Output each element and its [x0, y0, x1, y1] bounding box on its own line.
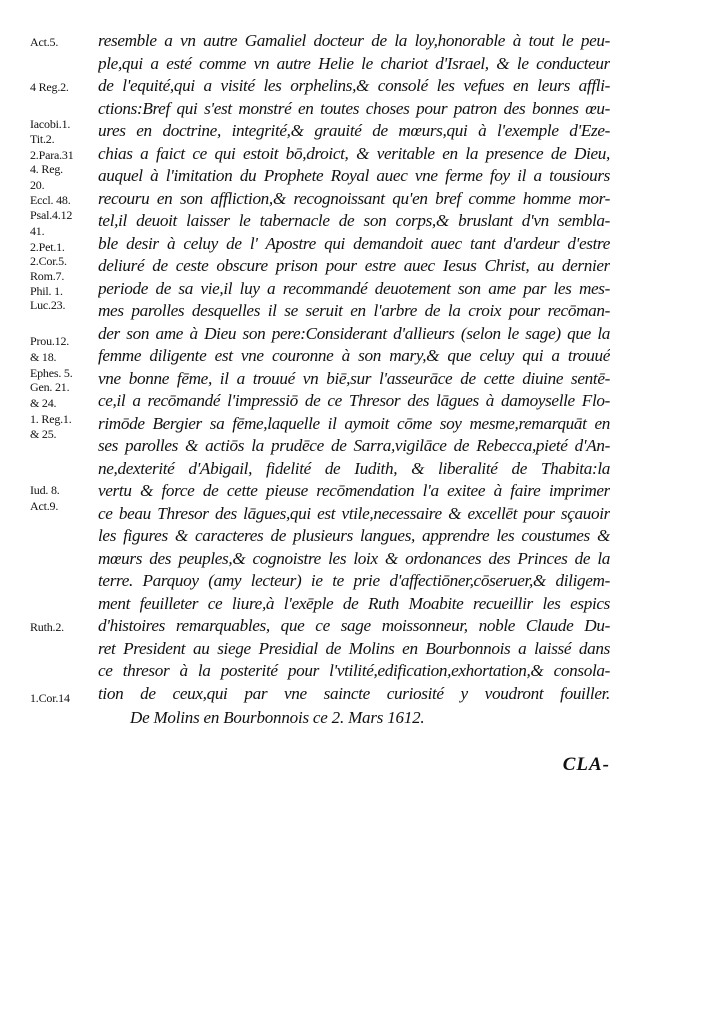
- text-line: der son ame à Dieu son pere:Considerant d'allieurs (selon le sage) que la: [98, 323, 610, 343]
- body-text: [98, 30, 610, 705]
- text-line: ment feuilleter ce liure,à l'exēple de Ruth Moabite recueillir les espics: [98, 593, 610, 613]
- text-line: ures en doctrine, integrité,& grauité de mœurs,qui à l'exemple d'Eze-: [98, 121, 610, 140]
- margin-note: 2.Para.31: [30, 147, 74, 162]
- margin-note: Act.9.: [30, 498, 59, 513]
- margin-note: Act.5.: [30, 35, 59, 49]
- text-line: vne bonne fēme, il a trouué vn biē,sur l'asseurāce de cette diuine sentē-: [98, 368, 610, 388]
- margin-note: 1. Reg.1.: [30, 411, 72, 426]
- text-line: periode de sa vie,il luy a recommandé deuotement son ame par les mes-: [98, 278, 610, 298]
- text-line: d'histoires remarquables, que ce sage moissonneur, noble Claude Du-: [98, 616, 610, 635]
- margin-note: 41.: [30, 224, 45, 238]
- margin-note: & 24.: [30, 396, 57, 411]
- margin-note: Prou.12.: [30, 334, 70, 349]
- text-line: rimōde Bergier sa fēme,laquelle il aymoit cōme soy mesme,remarquāt en: [98, 413, 610, 433]
- catchword: CLA-: [562, 754, 610, 775]
- text-line: ple,qui a esté comme vn autre Helie le chariot d'Israel, & le conducteur: [98, 53, 610, 73]
- dateline: De Molins en Bourbonnois ce 2. Mars 1612.: [130, 708, 425, 727]
- text-line: ce,il a recōmandé l'impressiō de ce Thresor des lāgues à damoyselle Flo-: [98, 391, 610, 410]
- text-line: tion de ceux,qui par vne saincte curiosité y voudront fouiller.: [98, 683, 610, 703]
- text-line: femme diligente est vne couronne à son mary,& que celuy qui a trouué: [98, 346, 610, 365]
- margin-note: & 25.: [30, 426, 57, 441]
- text-line: ses parolles & actiōs la prudēce de Sarra,vigilāce de Rebecca,pieté d'An-: [98, 436, 610, 455]
- text-line: vertu & force de cette pieuse recōmendation l'a exitee à faire imprimer: [98, 481, 610, 500]
- margin-note: Eccl. 48.: [30, 192, 71, 207]
- margin-note: Iud. 8.: [30, 482, 60, 497]
- text-line: ble desir à celuy de l' Apostre qui demandoit auec tant d'ardeur d'estre: [98, 233, 610, 253]
- margin-note: 2.Pet.1.: [30, 239, 65, 254]
- margin-note: 2.Cor.5.: [30, 254, 67, 269]
- margin-note: 20.: [30, 177, 45, 192]
- margin-note: Psal.4.12: [30, 208, 73, 223]
- margin-note: Phil. 1.: [30, 283, 63, 298]
- text-line: les figures & caracteres de plusieurs langues, apprendre les coustumes &: [98, 526, 610, 545]
- text-line: recouru en son affliction,& recognoissant qu'en bref comme homme mor-: [98, 188, 610, 208]
- margin-note: & 18.: [30, 350, 57, 364]
- text-line: ctions:Bref qui s'est monstré en toutes choses pour patron des bonnes œu-: [98, 98, 610, 118]
- text-line: ce beau Thresor des lāgues,qui est vtile,necessaire & excellēt pour sçauoir: [98, 503, 610, 523]
- margin-note: 4. Reg.: [30, 162, 63, 177]
- margin-note: Gen. 21.: [30, 380, 70, 395]
- text-line: tel,il deuoit laisser le tabernacle de son corps,& bruslant d'vn sembla-: [98, 211, 610, 230]
- text-line: mœurs des peuples,& cognoistre les loix & ordonances des Princes de la: [98, 548, 610, 568]
- margin-note: Iacobi.1.: [30, 117, 71, 132]
- margin-references: [30, 34, 98, 734]
- text-line: chias a faict ce qui estoit bō,droict, & veritable en la presence de Dieu,: [98, 143, 610, 163]
- text-line: resemble a vn autre Gamaliel docteur de la loy,honorable à tout le peu-: [98, 31, 610, 50]
- text-line: ret President au siege Presidial de Molins en Bourbonnois a laissé dans: [98, 638, 610, 658]
- text-line: mes parolles desquelles il se seruit en l'arbre de la croix pour recōman-: [98, 301, 610, 320]
- text-line: ne,dexterité d'Abigail, fidelité de Iudith, & liberalité de Thabita:la: [98, 458, 610, 478]
- text-line: de l'equité,qui a visité les orphelins,& consolé les vefues en leurs affli-: [98, 76, 610, 95]
- margin-note: Ruth.2.: [30, 620, 64, 634]
- text-line: terre. Parquoy (amy lecteur) ie te prie d'affectiōner,cōseruer,& diligem-: [98, 571, 610, 590]
- text-line: deliuré de ceste obscure prison pour estre auec Iesus Christ, au dernier: [98, 256, 610, 275]
- text-line: auquel à l'imitation du Prophete Royal auec vne ferme foy il a tousiours: [98, 166, 610, 185]
- margin-note: 4 Reg.2.: [30, 80, 69, 94]
- margin-note: Rom.7.: [30, 269, 65, 283]
- margin-note: Tit.2.: [30, 131, 55, 146]
- margin-note: 1.Cor.14: [30, 690, 70, 705]
- margin-note: Ephes. 5.: [30, 365, 73, 380]
- margin-note: Luc.23.: [30, 298, 66, 313]
- text-line: ce thresor à la posterité pour l'vtilité,edification,exhortation,& consola-: [98, 661, 610, 680]
